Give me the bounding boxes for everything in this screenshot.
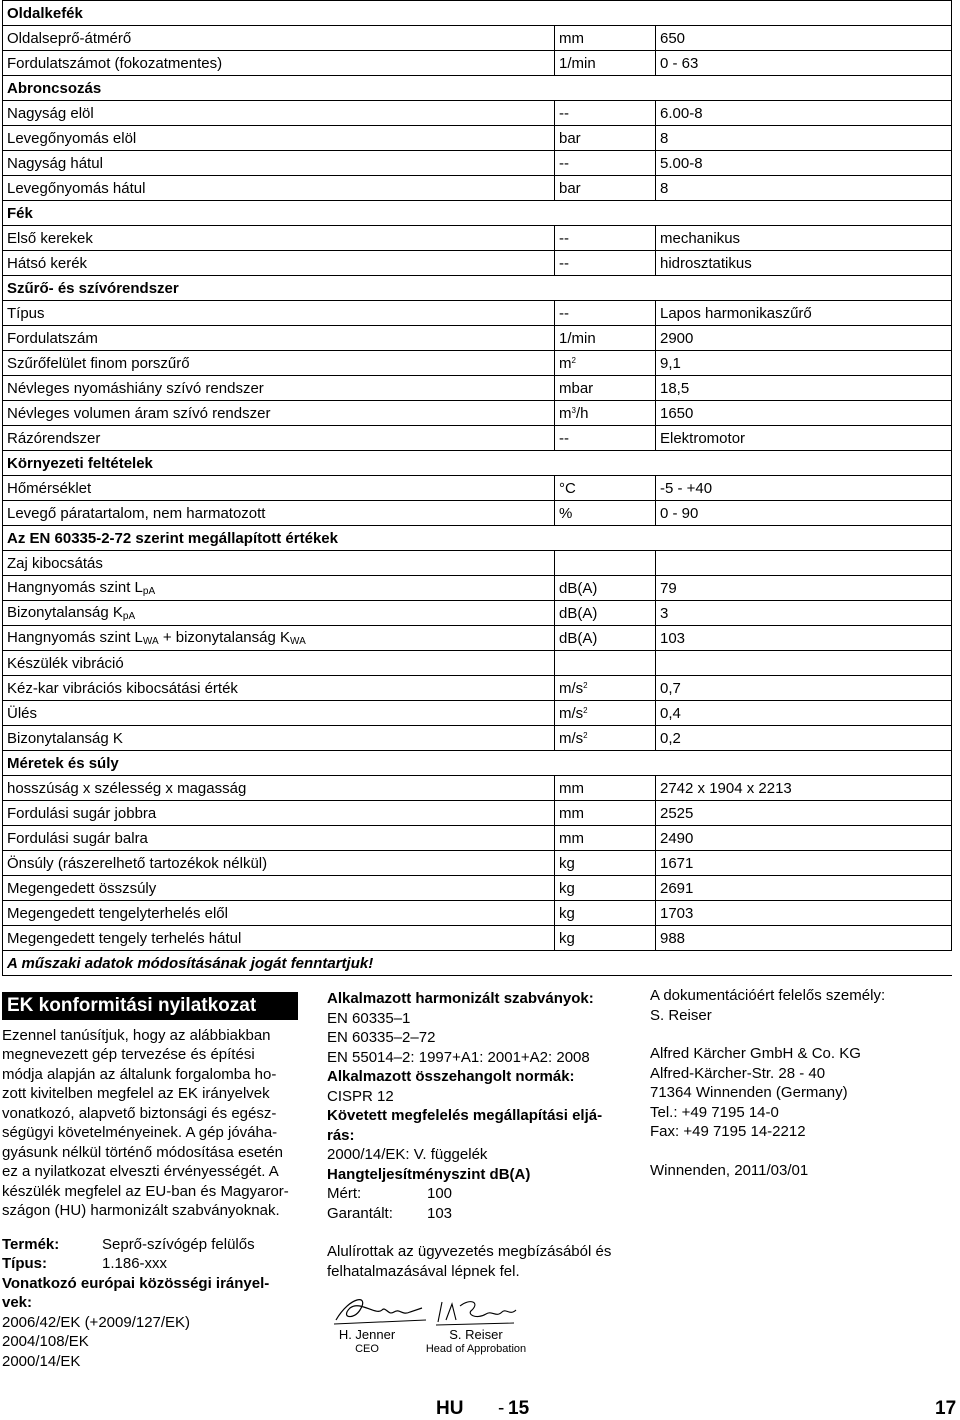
spec-label xyxy=(3,226,555,251)
spec-label-subscript: WA xyxy=(142,636,159,647)
spec-unit xyxy=(555,551,656,576)
spec-label-text: Levegő páratartalom, nem harmatozott xyxy=(7,504,266,522)
spec-unit xyxy=(555,126,656,151)
spec-unit xyxy=(555,101,656,126)
spec-label-text: Szűrőfelület finom porszűrő xyxy=(7,354,190,372)
spec-unit xyxy=(555,326,656,351)
contact-column xyxy=(650,986,950,1180)
spec-row xyxy=(3,376,952,401)
spec-unit xyxy=(555,901,656,926)
spec-row xyxy=(3,276,952,301)
spec-row xyxy=(3,476,952,501)
spec-row xyxy=(3,526,952,551)
spec-label-text: Fordulási sugár jobbra xyxy=(7,804,157,822)
ek-paragraph-line: készülék megfelel az EU-ban és Magyaror- xyxy=(2,1182,289,1200)
ek-paragraph-line: ségügyi követelményeinek. A gép jóváha- xyxy=(2,1124,278,1141)
sound-heading: Hangteljesítményszint dB(A) xyxy=(327,1165,531,1183)
spec-row xyxy=(3,776,952,801)
standards-column xyxy=(327,989,637,1281)
note-row xyxy=(3,951,952,976)
spec-label xyxy=(3,326,555,351)
spec-label-text: Bizonytalanság K xyxy=(7,604,123,621)
signed-text-line2: felhatalmazásával lépnek fel. xyxy=(327,1262,520,1280)
type-label: Típus: xyxy=(2,1255,47,1272)
company-street: Alfred-Kärcher-Str. 28 - 40 xyxy=(650,1064,826,1082)
spec-row xyxy=(3,126,952,151)
spec-label xyxy=(3,826,555,851)
spec-label xyxy=(3,776,555,801)
spec-unit-text: dB(A) xyxy=(559,604,598,622)
spec-unit-superscript: 2 xyxy=(583,705,588,715)
spec-unit-after: /h xyxy=(575,404,589,422)
spec-unit-superscript: 2 xyxy=(583,680,588,690)
directive-item: 2004/108/EK xyxy=(2,1333,89,1350)
spec-label xyxy=(3,726,555,751)
spec-label xyxy=(3,126,555,151)
spec-label-text: Fordulatszámot (fokozatmentes) xyxy=(7,54,223,72)
spec-label-text: Megengedett tengely terhelés hátul xyxy=(7,929,242,947)
sig1-name: H. Jenner xyxy=(338,1327,396,1342)
spec-row xyxy=(3,926,952,951)
spec-row xyxy=(3,401,952,426)
spec-label xyxy=(3,476,555,501)
spec-unit xyxy=(555,351,656,376)
spec-unit xyxy=(555,626,656,651)
spec-value: hidrosztatikus xyxy=(656,251,952,276)
spec-row xyxy=(3,826,952,851)
ek-paragraph-line: Ezennel tanúsítjuk, hogy az alábbiakban xyxy=(2,1026,271,1044)
directives-heading-part1b: l- xyxy=(260,1274,270,1292)
measured-label: Mért: xyxy=(327,1185,362,1202)
ek-paragraph-line: szágon (HU) harmonizált szabványoknak. xyxy=(2,1202,280,1219)
product-label: Termék: xyxy=(2,1235,60,1253)
company-city: 71364 Winnenden (Germany) xyxy=(650,1084,848,1101)
coordinated-heading: Alkalmazott összehangolt normák: xyxy=(327,1068,575,1085)
spec-unit-text: °C xyxy=(559,479,576,497)
spec-row xyxy=(3,326,952,351)
spec-label xyxy=(3,701,555,726)
spec-unit xyxy=(555,151,656,176)
spec-label-text: Nagyság hátul xyxy=(7,154,103,172)
spec-unit-text: -- xyxy=(559,254,569,272)
type-row xyxy=(2,1254,302,1274)
spec-label xyxy=(3,626,555,651)
spec-label-text: Nagyság elöl xyxy=(7,104,94,122)
measured-row xyxy=(327,1184,637,1204)
footer-page-total: 17 xyxy=(935,1398,957,1419)
section-heading: Oldalkefék xyxy=(3,1,952,26)
spec-value: 2742 x 1904 x 2213 xyxy=(656,776,952,801)
spec-unit-text: -- xyxy=(559,429,569,447)
spec-label xyxy=(3,851,555,876)
spec-unit-text: m/s xyxy=(559,729,584,747)
spec-unit-text: mm xyxy=(559,779,584,797)
spec-value: 2525 xyxy=(656,801,952,826)
spec-label-after: + bizonytalanság K xyxy=(158,629,290,646)
spec-row xyxy=(3,501,952,526)
place-date: Winnenden, 2011/03/01 xyxy=(650,1161,809,1179)
spec-label-text: Hátsó kerék xyxy=(7,254,88,272)
directives-heading-line2: vek: xyxy=(2,1294,33,1311)
spec-label-text: Fordulási sugár balra xyxy=(7,829,148,847)
spec-label xyxy=(3,676,555,701)
procedure-heading-line2: rás: xyxy=(327,1126,355,1144)
spec-unit xyxy=(555,251,656,276)
spec-unit-text: mm xyxy=(559,29,584,47)
spec-row xyxy=(3,626,952,651)
spec-row xyxy=(3,851,952,876)
spec-label xyxy=(3,251,555,276)
ek-paragraph-line: gyásunk nélkül történő módosítása esetén xyxy=(2,1143,284,1161)
spec-label-text: Levegőnyomás elöl xyxy=(7,129,137,147)
spec-label-subscript: pA xyxy=(142,586,156,597)
spec-unit-text: 1/min xyxy=(559,329,596,347)
spec-row xyxy=(3,901,952,926)
spec-value: 0 - 63 xyxy=(656,51,952,76)
signature-reiser xyxy=(430,1292,520,1330)
spec-unit xyxy=(555,826,656,851)
spec-value: 1703 xyxy=(656,901,952,926)
ek-paragraph-line: módja alapján az általunk forgalomba ho- xyxy=(2,1065,277,1083)
spec-unit xyxy=(555,226,656,251)
spec-row xyxy=(3,701,952,726)
spec-row xyxy=(3,876,952,901)
procedure-heading: Követett megfelelés megállapítási eljá- xyxy=(327,1107,603,1124)
spec-value: 2691 xyxy=(656,876,952,901)
spec-value: 0,2 xyxy=(656,726,952,751)
spec-label xyxy=(3,51,555,76)
spec-label xyxy=(3,876,555,901)
spec-row xyxy=(3,101,952,126)
spec-label xyxy=(3,426,555,451)
spec-label-subscript: WA xyxy=(290,636,306,647)
sig1-title: CEO xyxy=(355,1343,379,1355)
procedure-value: 2000/14/EK: V. függelék xyxy=(327,1146,488,1163)
spec-label-text: Hangnyomás szint L xyxy=(7,579,143,596)
spec-unit xyxy=(555,676,656,701)
spec-row xyxy=(3,601,952,626)
spec-unit-text: kg xyxy=(559,854,575,872)
ek-paragraph-line: zott kivitelben megfelel az EK irányelvek xyxy=(2,1085,270,1102)
spec-unit-text: % xyxy=(559,504,573,522)
spec-unit xyxy=(555,401,656,426)
spec-unit-text: -- xyxy=(559,104,569,122)
sig1-block xyxy=(330,1327,404,1357)
spec-label-text: Önsúly (rászerelhető tartozékok nélkül) xyxy=(7,854,268,872)
spec-label xyxy=(3,101,555,126)
spec-value: 0,4 xyxy=(656,701,952,726)
spec-unit-text: m/s xyxy=(559,704,584,722)
spec-value xyxy=(656,551,952,576)
harmonized-item: EN 60335–1 xyxy=(327,1009,411,1027)
spec-row xyxy=(3,451,952,476)
spec-label-text: Névleges nyomáshiány szívó rendszer xyxy=(7,379,264,397)
spec-unit xyxy=(555,51,656,76)
guaranteed-row xyxy=(327,1204,637,1224)
spec-value: 9,1 xyxy=(656,351,952,376)
spec-value: Lapos harmonikaszűrő xyxy=(656,301,952,326)
ek-paragraph-line: ez a nyilatkozat elveszti érvényességét. A xyxy=(2,1163,279,1180)
spec-row xyxy=(3,201,952,226)
guaranteed-value: 103 xyxy=(427,1204,453,1222)
spec-row xyxy=(3,651,952,676)
spec-label xyxy=(3,901,555,926)
spec-label xyxy=(3,26,555,51)
spec-value: 1671 xyxy=(656,851,952,876)
spec-unit-text: dB(A) xyxy=(559,579,598,597)
measured-value: 100 xyxy=(427,1185,453,1202)
spec-row xyxy=(3,176,952,201)
footer-page-local: 15 xyxy=(508,1398,530,1419)
spec-value: Elektromotor xyxy=(656,426,952,451)
spec-unit xyxy=(555,876,656,901)
spec-label-text: Zaj kibocsátás xyxy=(7,554,103,572)
spec-row xyxy=(3,226,952,251)
spec-row xyxy=(3,751,952,776)
spec-label-text: Levegőnyomás hátul xyxy=(7,179,146,197)
harmonized-heading: Alkalmazott harmonizált szabványok: xyxy=(327,990,594,1007)
section-heading: Méretek és súly xyxy=(3,751,952,776)
spec-label xyxy=(3,651,555,676)
spec-unit xyxy=(555,851,656,876)
spec-row xyxy=(3,801,952,826)
spec-label-text: Bizonytalanság K xyxy=(7,729,123,747)
spec-unit xyxy=(555,801,656,826)
spec-unit xyxy=(555,301,656,326)
directive-item: 2000/14/EK xyxy=(2,1352,81,1370)
spec-unit xyxy=(555,501,656,526)
spec-value: 8 xyxy=(656,126,952,151)
spec-label xyxy=(3,926,555,951)
spec-unit-text: -- xyxy=(559,304,569,322)
company-name: Alfred Kärcher GmbH & Co. KG xyxy=(650,1045,861,1062)
footer-sep: - xyxy=(498,1398,505,1419)
spec-value: 8 xyxy=(656,176,952,201)
spec-unit-text: dB(A) xyxy=(559,629,598,647)
spec-unit-text: m/s xyxy=(559,679,584,697)
spec-unit-text: m xyxy=(559,404,572,422)
spec-unit-text: 1/min xyxy=(559,54,596,72)
spec-unit-text: -- xyxy=(559,229,569,247)
spec-row xyxy=(3,1,952,26)
spec-unit xyxy=(555,426,656,451)
spec-value: 5.00-8 xyxy=(656,151,952,176)
spec-unit xyxy=(555,26,656,51)
footer-lang: HU xyxy=(436,1398,464,1419)
spec-label xyxy=(3,351,555,376)
section-heading: Az EN 60335-2-72 szerint megállapított értékek xyxy=(3,526,952,551)
spec-value: 0,7 xyxy=(656,676,952,701)
ek-paragraph-line: megnevezett gép tervezése és építési xyxy=(2,1046,255,1063)
spec-value: 79 xyxy=(656,576,952,601)
spec-label-subscript: pA xyxy=(122,611,136,622)
spec-label-text: Típus xyxy=(7,304,45,322)
spec-value: mechanikus xyxy=(656,226,952,251)
section-heading: Fék xyxy=(3,201,952,226)
spec-unit xyxy=(555,576,656,601)
spec-label xyxy=(3,401,555,426)
signed-text: Alulírottak az ügyvezetés megbízásából és xyxy=(327,1243,612,1260)
section-heading: Szűrő- és szívórendszer xyxy=(3,276,952,301)
spec-unit-text: mm xyxy=(559,829,584,847)
spec-row xyxy=(3,426,952,451)
spec-table xyxy=(2,0,952,976)
spec-row xyxy=(3,726,952,751)
spec-label-text: Első kerekek xyxy=(7,229,93,247)
spec-label-text: Hangnyomás szint L xyxy=(7,629,143,646)
spec-value: 103 xyxy=(656,626,952,651)
sig2-block xyxy=(424,1327,528,1357)
spec-row xyxy=(3,51,952,76)
spec-row xyxy=(3,251,952,276)
spec-label xyxy=(3,576,555,601)
spec-unit-text: bar xyxy=(559,179,581,197)
spec-row xyxy=(3,551,952,576)
directive-item: 2006/42/EK (+2009/127/EK) xyxy=(2,1313,191,1331)
spec-value: 3 xyxy=(656,601,952,626)
spec-label-text: Megengedett tengelyterhelés elől xyxy=(7,904,228,922)
spec-label-text: Kéz-kar vibrációs kibocsátási érték xyxy=(7,679,238,697)
spec-unit-text: -- xyxy=(559,154,569,172)
section-heading: Környezeti feltételek xyxy=(3,451,952,476)
doc-responsible-label: A dokumentációért felelős személy: xyxy=(650,987,886,1004)
spec-unit-text: kg xyxy=(559,904,575,922)
ek-declaration xyxy=(2,992,302,1371)
ek-title: EK konformitási nyilatkozat xyxy=(2,992,298,1020)
spec-unit xyxy=(555,651,656,676)
spec-value: 0 - 90 xyxy=(656,501,952,526)
guaranteed-label: Garantált: xyxy=(327,1204,393,1222)
spec-unit-superscript: 2 xyxy=(583,730,588,740)
spec-unit-text: m xyxy=(559,354,572,372)
spec-label xyxy=(3,151,555,176)
spec-value: 18,5 xyxy=(656,376,952,401)
directives-heading-part1: Vonatkozó európai közösségi iránye xyxy=(2,1274,261,1292)
spec-label xyxy=(3,551,555,576)
spec-unit xyxy=(555,701,656,726)
type-value: 1.186-xxx xyxy=(102,1255,168,1272)
spec-unit-text: bar xyxy=(559,129,581,147)
signature-jenner xyxy=(330,1290,430,1330)
spec-label-text: hosszúság x szélesség x magasság xyxy=(7,779,247,797)
spec-row xyxy=(3,676,952,701)
spec-unit xyxy=(555,726,656,751)
company-tel: Tel.: +49 7195 14-0 xyxy=(650,1103,779,1121)
spec-label xyxy=(3,301,555,326)
spec-unit-text: mm xyxy=(559,804,584,822)
spec-unit xyxy=(555,376,656,401)
spec-label-text: Hőmérséklet xyxy=(7,479,92,497)
spec-value: -5 - +40 xyxy=(656,476,952,501)
spec-label-text: Oldalseprő-átmérő xyxy=(7,29,132,47)
ek-paragraph-line: vonatkozó, alapvető biztonsági és egész- xyxy=(2,1104,277,1122)
spec-unit-text: mbar xyxy=(559,379,594,397)
product-value: Seprő-szívógép felülős xyxy=(102,1235,255,1253)
sig2-name: S. Reiser xyxy=(449,1327,503,1342)
spec-label xyxy=(3,376,555,401)
spec-value: 650 xyxy=(656,26,952,51)
spec-unit xyxy=(555,476,656,501)
section-heading: Abroncsozás xyxy=(3,76,952,101)
spec-row xyxy=(3,301,952,326)
spec-label-text: Megengedett összsúly xyxy=(7,879,157,897)
spec-unit xyxy=(555,926,656,951)
spec-row xyxy=(3,151,952,176)
spec-label-text: Készülék vibráció xyxy=(7,654,124,672)
harmonized-item: EN 60335–2–72 xyxy=(327,1029,436,1046)
sig2-title: Head of Approbation xyxy=(425,1343,527,1355)
spec-unit-superscript: 2 xyxy=(571,355,576,365)
spec-value: 988 xyxy=(656,926,952,951)
spec-row xyxy=(3,351,952,376)
spec-label-text: Rázórendszer xyxy=(7,429,101,447)
spec-label xyxy=(3,601,555,626)
spec-unit-superscript: 3 xyxy=(571,405,576,415)
spec-value: 2900 xyxy=(656,326,952,351)
harmonized-item: EN 55014–2: 1997+A1: 2001+A2: 2008 xyxy=(327,1048,590,1066)
ek-paragraph xyxy=(2,1026,302,1221)
spec-unit xyxy=(555,176,656,201)
note-text: A műszaki adatok módosításának jogát fenntartjuk! xyxy=(3,951,952,976)
spec-value: 2490 xyxy=(656,826,952,851)
spec-label-text: Ülés xyxy=(7,704,38,722)
spec-value xyxy=(656,651,952,676)
spec-label xyxy=(3,801,555,826)
company-fax: Fax: +49 7195 14-2212 xyxy=(650,1123,806,1140)
directives-heading xyxy=(2,1274,302,1294)
coordinated-item: CISPR 12 xyxy=(327,1087,394,1105)
doc-responsible-name: S. Reiser xyxy=(650,1006,712,1024)
spec-unit xyxy=(555,776,656,801)
spec-row xyxy=(3,76,952,101)
spec-label-text: Névleges volumen áram szívó rendszer xyxy=(7,404,271,422)
spec-unit-text: kg xyxy=(559,879,575,897)
spec-label xyxy=(3,501,555,526)
spec-value: 1650 xyxy=(656,401,952,426)
spec-row xyxy=(3,26,952,51)
spec-label-text: Fordulatszám xyxy=(7,329,98,347)
spec-unit-text: kg xyxy=(559,929,575,947)
spec-label xyxy=(3,176,555,201)
product-row xyxy=(2,1235,302,1255)
spec-unit xyxy=(555,601,656,626)
spec-value: 6.00-8 xyxy=(656,101,952,126)
spec-row xyxy=(3,576,952,601)
